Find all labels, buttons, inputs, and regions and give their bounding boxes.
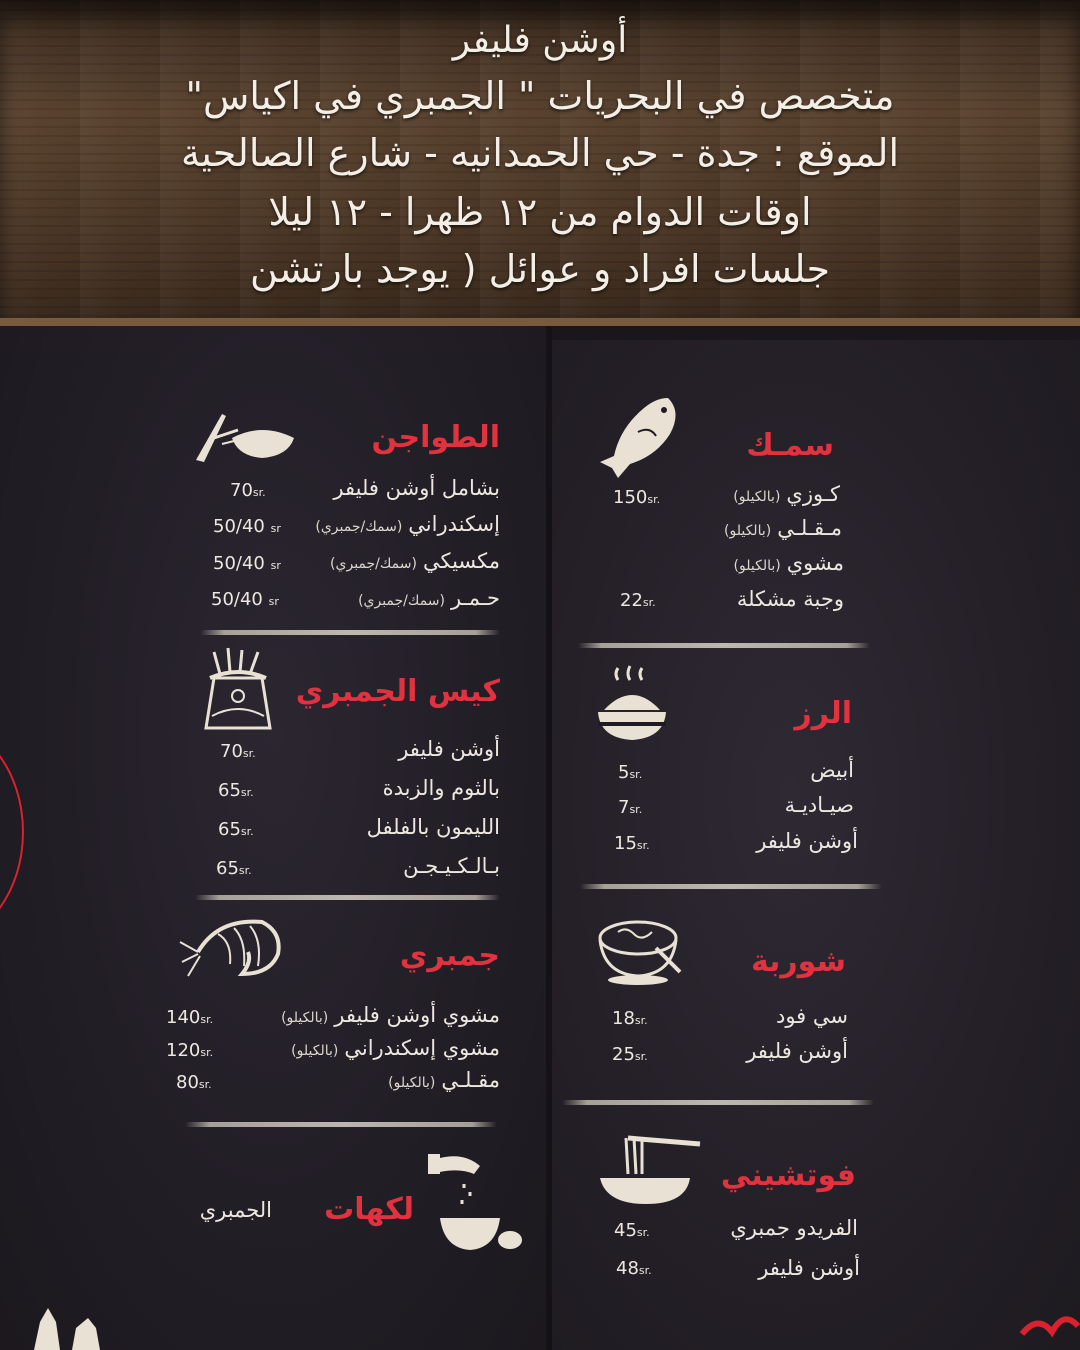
banner-hours: اوقات الدوام من ١٢ ظهرا - ١٢ ليلا: [268, 190, 812, 234]
item-price: 7sr.: [618, 797, 643, 818]
shrimp-bag-icon: [200, 646, 276, 734]
banner-specialty: متخصص في البحريات " الجمبري في اكياس": [185, 74, 895, 118]
item-price: 65sr.: [218, 819, 254, 840]
banner-location: الموقع : جدة - حي الحمدانيه - شارع الصالحية: [180, 131, 900, 175]
item-price: 18sr.: [612, 1008, 648, 1029]
menu-item: بشامل أوشن فليفر: [333, 476, 500, 500]
banner-seating: جلسات افراد و عوائل ( يوجد بارتشن: [250, 247, 830, 291]
item-price: 5sr.: [618, 762, 643, 783]
section-divider: [562, 1100, 874, 1105]
tagine-icon: [192, 408, 300, 466]
menu-item: الفريدو جمبري: [730, 1216, 858, 1240]
section-title-pasta: فوتشيني: [720, 1158, 856, 1193]
item-price: 65sr.: [218, 780, 254, 801]
item-price: 70sr.: [230, 480, 266, 501]
item-price: 50/40 sr: [211, 589, 279, 610]
item-price: 70sr.: [220, 741, 256, 762]
pasta-bowl-icon: [598, 1134, 702, 1208]
menu-item: بـالـكـيـجـن: [403, 854, 500, 878]
section-title-nakhat: لكهات: [324, 1192, 414, 1227]
menu-item: مشوي إسكندراني(بالكيلو): [291, 1036, 500, 1060]
section-title-tawajen: الطواجن: [371, 420, 500, 455]
item-price: 48sr.: [616, 1258, 652, 1279]
menu-item: أوشن فليفر: [398, 737, 500, 761]
red-corner-decoration: [1018, 1304, 1080, 1342]
section-title-samak: سمـك: [746, 428, 834, 463]
item-price: 150sr.: [613, 487, 661, 508]
restaurant-name: أوشن فليفر: [452, 20, 628, 61]
section-divider: [578, 643, 870, 648]
seasoning-hand-icon: [424, 1148, 524, 1258]
menu-item: وجبة مشكلة: [736, 587, 844, 611]
menu-item: أبيض: [810, 758, 854, 782]
fish-icon: [598, 392, 682, 480]
menu-item: الليمون بالفلفل: [366, 815, 500, 839]
section-title-rice: الرز: [794, 696, 852, 731]
menu-item: بالثوم والزبدة: [382, 776, 500, 800]
item-price: 120sr.: [166, 1040, 214, 1061]
bottle-icon: [26, 1304, 106, 1350]
item-price: 65sr.: [216, 858, 252, 879]
item-price: 15sr.: [614, 833, 650, 854]
menu-item: مشوي(بالكيلو): [733, 551, 844, 575]
item-price: 80sr.: [176, 1072, 212, 1093]
menu-item: مـقـلـي(بالكيلو): [724, 516, 842, 540]
section-title-soup: شوربة: [750, 944, 846, 979]
item-price: 140sr.: [166, 1007, 214, 1028]
menu-item: حـمـر(سمك/جمبري): [358, 586, 500, 610]
section-divider: [195, 895, 500, 900]
menu-item: صيـاديـة: [784, 793, 854, 817]
wood-banner: [0, 0, 1080, 326]
item-price: 50/40 sr: [213, 516, 281, 537]
section-title-kees: كيس الجمبري: [295, 674, 500, 709]
menu-item: أوشن فليفر: [756, 829, 858, 853]
menu-item: مقـلـي(بالكيلو): [388, 1068, 500, 1092]
soup-bowl-icon: [596, 912, 682, 988]
menu-item: إسكندراني(سمك/جمبري): [315, 512, 500, 536]
shrimp-icon: [178, 912, 286, 982]
item-price: 50/40 sr: [213, 553, 281, 574]
item-price: 22sr.: [620, 590, 656, 611]
section-divider: [580, 884, 882, 889]
nakhat-subtitle: الجمبري: [199, 1198, 272, 1222]
section-title-jambari: جمبري: [399, 938, 500, 973]
item-price: 25sr.: [612, 1044, 648, 1065]
item-price: 45sr.: [614, 1220, 650, 1241]
menu-item: سي فود: [775, 1004, 848, 1028]
section-divider: [185, 1122, 497, 1127]
menu-item: كـوزي(بالكيلو): [733, 482, 840, 506]
menu-item: أوشن فليفر: [746, 1039, 848, 1063]
menu-item: مكسيكي(سمك/جمبري): [330, 549, 500, 573]
board-seam: [546, 326, 552, 1350]
section-divider: [200, 630, 500, 635]
menu-item: أوشن فليفر: [758, 1256, 860, 1280]
rice-bowl-icon: [594, 664, 670, 750]
menu-item: مشوي أوشن فليفر(بالكيلو): [281, 1003, 500, 1027]
